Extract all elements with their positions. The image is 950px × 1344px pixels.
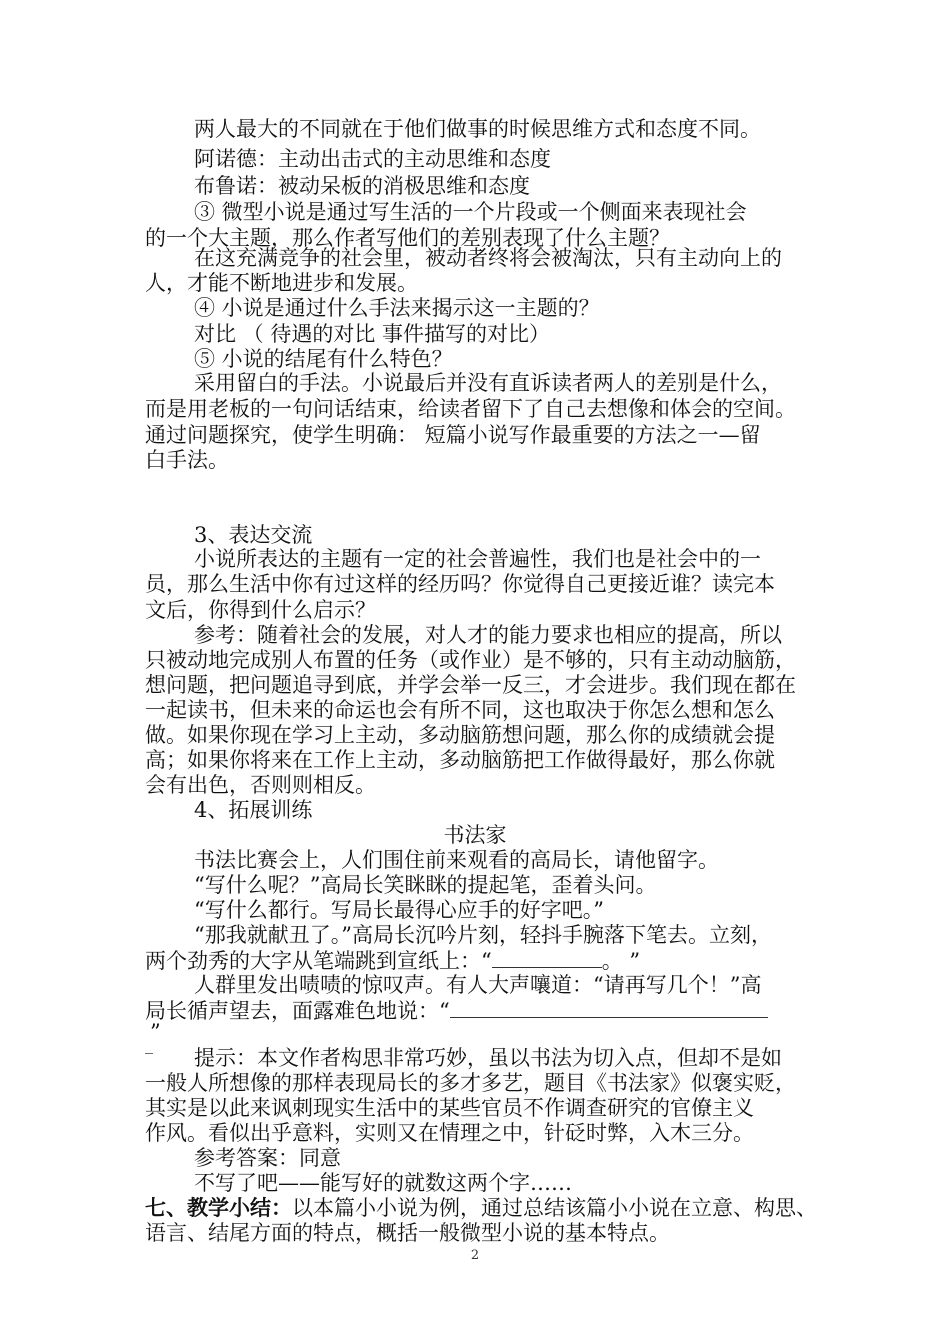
paragraph-line: _: [145, 1035, 153, 1054]
paragraph-line: ⑤ 小说的结尾有什么特色？: [194, 347, 453, 371]
paragraph-line: 会有出色，否则则相反。: [145, 773, 376, 797]
section-heading: 4、拓展训练: [194, 798, 313, 822]
paragraph-line: 白手法。: [145, 448, 229, 472]
paragraph-line: 一般人所想像的那样表现局长的多才多艺，题目《书法家》似褒实贬，: [145, 1071, 796, 1095]
line-text: 局长循声望去，面露难色地说：“: [145, 999, 450, 1023]
paragraph-line: 人，才能不断地进步和发展。: [145, 271, 418, 295]
paragraph-line: ③ 微型小说是通过写生活的一个片段或一个侧面来表现社会: [194, 200, 747, 224]
paragraph-line: 其实是以此来讽刺现实生活中的某些官员不作调查研究的官僚主义: [145, 1096, 754, 1120]
paragraph-line: 作风。看似出乎意料，实则又在情理之中，针砭时弊，入木三分。: [145, 1121, 754, 1145]
paragraph-line: 提示：本文作者构思非常巧妙，虽以书法为切入点，但却不是如: [194, 1046, 782, 1070]
paragraph-line: 书法比赛会上，人们围住前来观看的高局长，请他留字。: [194, 848, 719, 872]
paragraph-line: 而是用老板的一句问话结束，给读者留下了自己去想像和体会的空间。: [145, 397, 796, 421]
paragraph-line: 高；如果你将来在工作上主动，多动脑筋把工作做得最好，那么你就: [145, 748, 775, 772]
line-text: 以本篇小小说为例，通过总结该篇小小说在立意、构思、: [292, 1196, 817, 1220]
paragraph-line: 采用留白的手法。小说最后并没有直诉读者两人的差别是什么，: [194, 371, 782, 395]
paragraph-line: 布鲁诺：被动呆板的消极思维和态度: [194, 174, 530, 198]
story-title: 书法家: [443, 823, 507, 847]
paragraph-line: 语言、结尾方面的特点，概括一般微型小说的基本特点。: [145, 1221, 670, 1245]
line-text: 。 ”: [601, 949, 641, 973]
paragraph-line: 对比 （ 待遇的对比 事件描写的对比）: [194, 322, 551, 346]
paragraph-line: [145, 1195, 817, 1221]
paragraph-line: [145, 997, 768, 1024]
paragraph-line: 想问题，把问题追寻到底，并学会举一反三，才会进步。我们现在都在: [145, 673, 796, 697]
paragraph-line: 一起读书，但未来的命运也会有所不同，这也取决于你怎么想和怎么: [145, 698, 775, 722]
paragraph-line: “写什么呢？”高局长笑眯眯的提起笔，歪着头问。: [194, 873, 657, 897]
paragraph-line: “那我就献丑了。”高局长沉吟片刻，轻抖手腕落下笔去。立刻，: [194, 923, 772, 947]
paragraph-line: 在这充满竞争的社会里，被动者终将会被淘汰，只有主动向上的: [194, 246, 782, 270]
paragraph-line: 两人最大的不同就在于他们做事的时候思维方式和态度不同。: [194, 117, 761, 141]
paragraph-line: 文后，你得到什么启示？: [145, 598, 376, 622]
paragraph-line: [145, 947, 640, 974]
paragraph-line: 阿诺德：主动出击式的主动思维和态度: [194, 147, 551, 171]
answer-blank: [492, 947, 602, 968]
paragraph-line: 只被动地完成别人布置的任务（或作业）是不够的，只有主动动脑筋，: [145, 648, 796, 672]
paragraph-line: 的一个大主题，那么作者写他们的差别表现了什么主题？: [145, 226, 670, 250]
section-heading: 七、教学小结：: [145, 1195, 292, 1220]
paragraph-line: 通过问题探究，使学生明确： 短篇小说写作最重要的方法之一—留: [145, 423, 761, 447]
page-number: 2: [470, 1248, 480, 1263]
paragraph-line: “写什么都行。写局长最得心应手的好字吧。”: [194, 898, 604, 922]
paragraph-line: 做。如果你现在学习上主动，多动脑筋想问题，那么你的成绩就会提: [145, 723, 775, 747]
paragraph-line: ④ 小说是通过什么手法来揭示这一主题的？: [194, 296, 600, 320]
paragraph-line: ”: [150, 1020, 161, 1044]
line-text: 两个劲秀的大字从笔端跳到宣纸上：“: [145, 949, 492, 973]
paragraph-line: 员，那么生活中你有过这样的经历吗？你觉得自己更接近谁？读完本: [145, 572, 775, 596]
section-heading: 3、表达交流: [194, 523, 313, 547]
paragraph-line: 参考：随着社会的发展，对人才的能力要求也相应的提高，所以: [194, 623, 782, 647]
paragraph-line: 小说所表达的主题有一定的社会普遍性，我们也是社会中的一: [194, 547, 761, 571]
paragraph-line: 不写了吧——能写好的就数这两个字……: [194, 1171, 572, 1195]
paragraph-line: 参考答案：同意: [194, 1146, 341, 1170]
paragraph-line: 人群里发出啧啧的惊叹声。有人大声嚷道：“请再写几个！”高: [194, 973, 762, 997]
answer-blank: [450, 997, 768, 1018]
